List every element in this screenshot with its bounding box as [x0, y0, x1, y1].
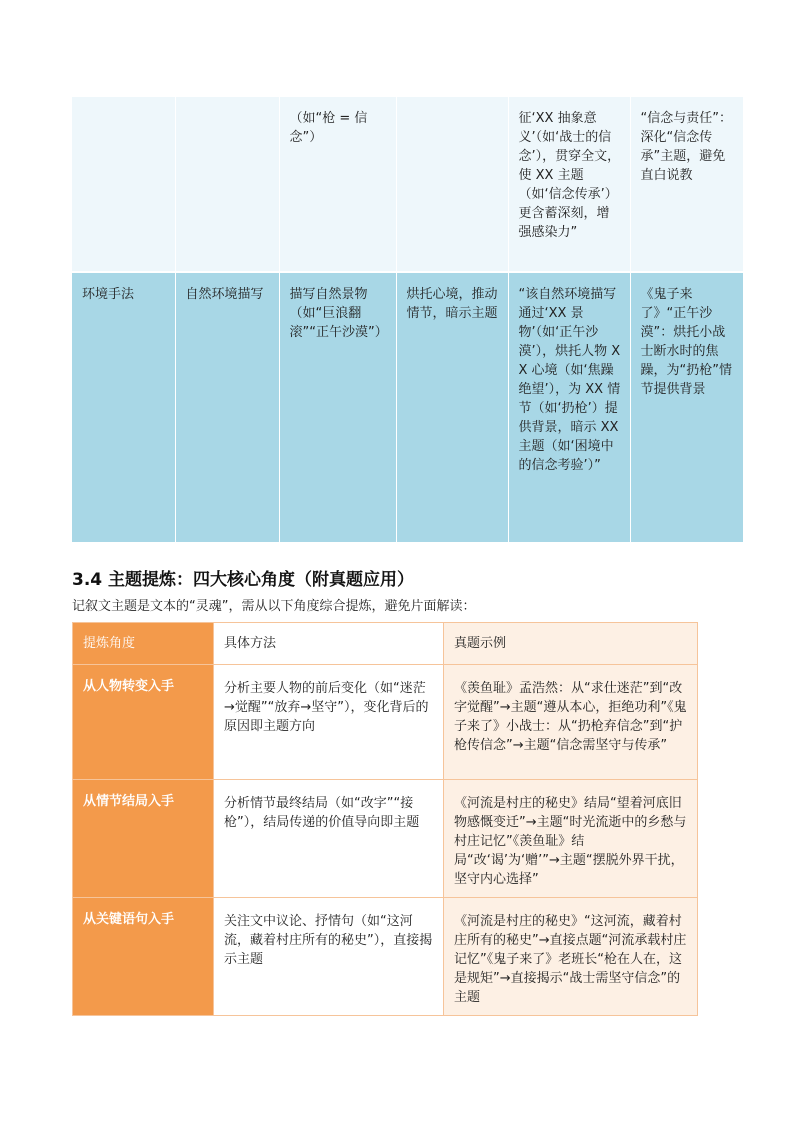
- table-cell: [396, 97, 508, 272]
- table-row: [72, 272, 743, 542]
- example-cell: 《河流是村庄的秘史》“这河流，藏着村庄所有的秘史”→直接点题“河流承载村庄记忆”《鬼子来了》老班长“枪在人在，这是规矩”→直接揭示“战士需坚守信念”的主题: [444, 898, 698, 1016]
- table-cell: （如“枪 = 信念”）: [279, 97, 396, 272]
- method-cell: 分析情节最终结局（如“改字”“接枪”），结局传递的价值导向即主题: [214, 780, 444, 898]
- table-cell: 自然环境描写: [175, 272, 279, 542]
- section-heading: 3.4 主题提炼：四大核心角度（附真题应用）: [72, 570, 415, 590]
- table-row: [72, 97, 743, 272]
- column-header: 具体方法: [214, 623, 444, 665]
- table-cell: 烘托心境，推动情节，暗示主题: [396, 272, 508, 542]
- table-cell: 描写自然景物（如“巨浪翻滚”“正午沙漠”）: [279, 272, 396, 542]
- table-cell: [72, 97, 175, 272]
- section-intro: 记叙文主题是文本的“灵魂”，需从以下角度综合提炼，避免片面解读：: [72, 599, 476, 614]
- angle-label: 从人物转变入手: [73, 665, 214, 780]
- table-cell: [175, 97, 279, 272]
- table-cell: 征‘XX 抽象意义’（如‘战士的信念’），贯穿全文，使 XX 主题（如‘信念传承’）更含蓄深刻，增强感染力”: [508, 97, 630, 272]
- angle-label: 从关键语句入手: [73, 898, 214, 1016]
- method-cell: 分析主要人物的前后变化（如“迷茫→觉醒”“放弃→坚守”），变化背后的原因即主题方向: [214, 665, 444, 780]
- technique-table: [72, 97, 744, 542]
- column-header: 真题示例: [444, 623, 698, 665]
- table-row: [73, 780, 698, 898]
- example-cell: 《河流是村庄的秘史》结局“望着河底旧物感慨变迁”→主题“时光流逝中的乡愁与村庄记忆”《羡鱼耻》结局“改‘谒’为‘赠’”→主题“摆脱外界干扰，坚守内心选择”: [444, 780, 698, 898]
- table-row: [73, 898, 698, 1016]
- table-cell: 《鬼子来了》“正午沙漠”：烘托小战士断水时的焦躁，为“扔枪”情节提供背景: [630, 272, 743, 542]
- table-row: [73, 665, 698, 780]
- example-cell: 《羡鱼耻》孟浩然：从“求仕迷茫”到“改字觉醒”→主题“遵从本心，拒绝功利”《鬼子来了》小战士：从“扔枪弃信念”到“护枪传信念”→主题“信念需坚守与传承”: [444, 665, 698, 780]
- table-cell: “该自然环境描写通过‘XX 景物’（如‘正午沙漠’），烘托人物 XX 心境（如‘焦躁绝望’），为 XX 情节（如‘扔枪’）提供背景，暗示 XX 主题（如‘困境中的信念考验’）”: [508, 272, 630, 542]
- table-header-row: [73, 623, 698, 665]
- theme-angle-table: [72, 622, 698, 1016]
- column-header: 提炼角度: [73, 623, 214, 665]
- angle-label: 从情节结局入手: [73, 780, 214, 898]
- table-cell: 环境手法: [72, 272, 175, 542]
- method-cell: 关注文中议论、抒情句（如“这河流，藏着村庄所有的秘史”），直接揭示主题: [214, 898, 444, 1016]
- table-cell: “信念与责任”：深化“信念传承”主题，避免直白说教: [630, 97, 743, 272]
